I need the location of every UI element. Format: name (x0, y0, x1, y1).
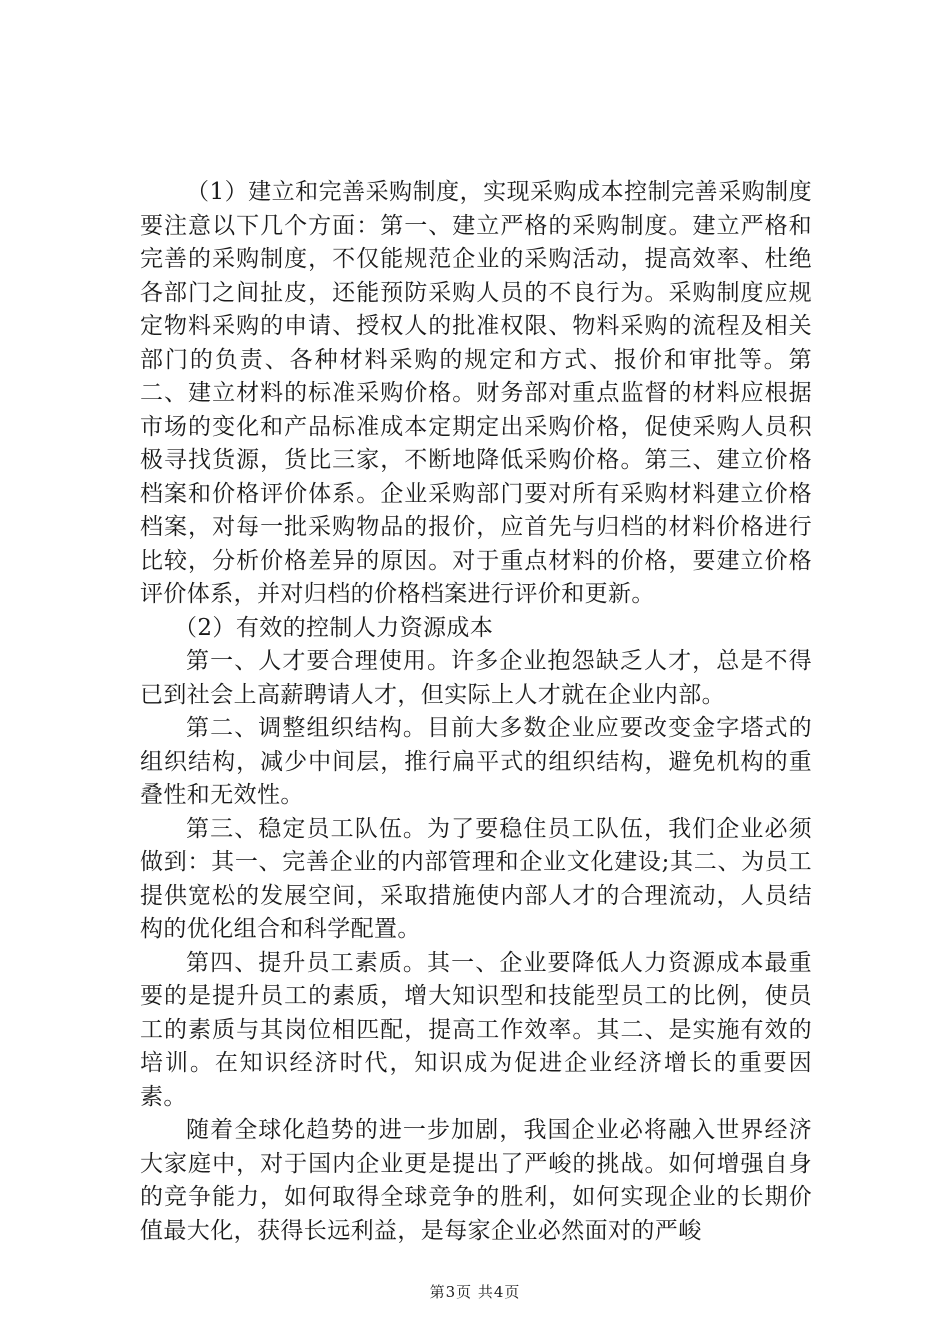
page-number-footer: 第3页 共4页 (429, 1283, 521, 1301)
paragraph-stable-workforce: 第三、稳定员工队伍。为了要稳住员工队伍，我们企业必须做到：其一、完善企业的内部管理和企业文化建设;其二、为员工提供宽松的发展空间，采取措施使内部人才的合理流动，人员结构的优化组合和科学配置。 (140, 815, 812, 942)
section-heading-hr-cost: （2）有效的控制人力资源成本 (174, 614, 494, 641)
paragraph-org-structure: 第二、调整组织结构。目前大多数企业应要改变金字塔式的组织结构，减少中间层，推行扁平式的组织结构，避免机构的重叠性和无效性。 (140, 715, 812, 808)
paragraph-procurement-system: （1）建立和完善采购制度，实现采购成本控制完善采购制度要注意以下几个方面：第一、建立严格的采购制度。建立严格和完善的采购制度，不仅能规范企业的采购活动，提高效率、杜绝各部门之间扯皮，还能预防采购人员的不良行为。采购制度应规定物料采购的申请、授权人的批准权限、物料采购的流程及相关部门的负责、各种材料采购的规定和方式、报价和审批等。第二、建立材料的标准采购价格。财务部对重点监督的材料应根据市场的变化和产品标准成本定期定出采购价格，促使采购人员积极寻找货源，货比三家，不断地降低采购价格。第三、建立价格档案和价格评价体系。企业采购部门要对所有采购材料建立价格档案，对每一批采购物品的报价，应首先与归档的材料价格进行比较，分析价格差异的原因。对于重点材料的价格，要建立价格评价体系，并对归档的价格档案进行评价和更新。 (140, 179, 812, 607)
paragraph-staff-quality: 第四、提升员工素质。其一、企业要降低人力资源成本最重要的是提升员工的素质，增大知识型和技能型员工的比例，使员工的素质与其岗位相匹配，提高工作效率。其二、是实施有效的培训。在知识经济时代，知识成为促进企业经济增长的重要因素。 (140, 949, 812, 1110)
document-body (140, 176, 812, 1248)
paragraph-globalization: 随着全球化趋势的进一步加剧，我国企业必将融入世界经济大家庭中，对于国内企业更是提出了严峻的挑战。如何增强自身的竞争能力，如何取得全球竞争的胜利，如何实现企业的长期价值最大化，获得长远利益，是每家企业必然面对的严峻 (140, 1117, 812, 1244)
paragraph-talent-usage: 第一、人才要合理使用。许多企业抱怨缺乏人才，总是不得已到社会上高薪聘请人才，但实际上人才就在企业内部。 (140, 648, 812, 708)
